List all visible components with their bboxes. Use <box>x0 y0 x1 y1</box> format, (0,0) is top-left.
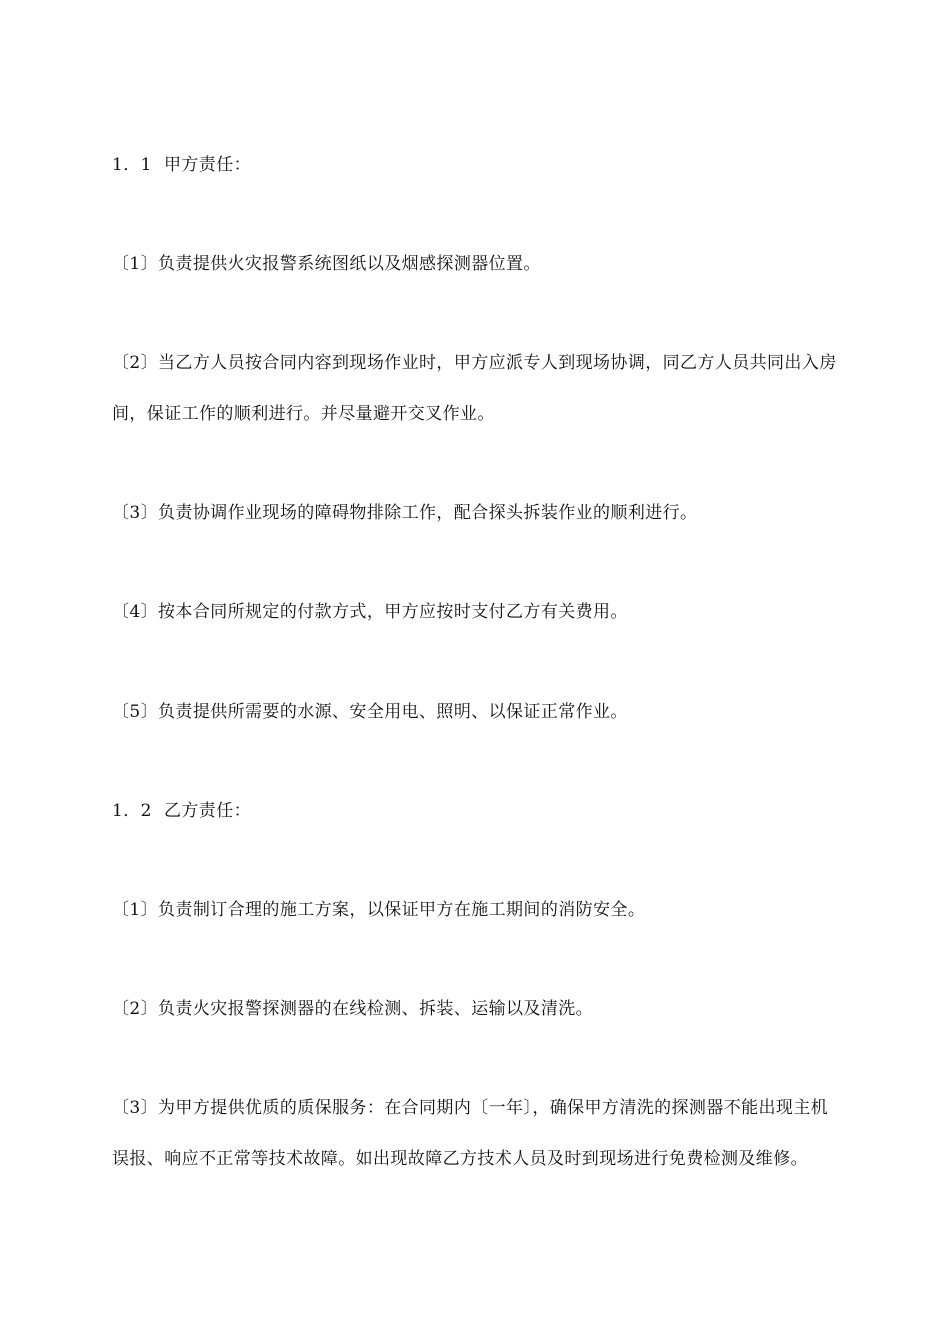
section-number: 1．1 <box>112 155 152 175</box>
party-a-item-5: 〔5〕负责提供所需要的水源、安全用电、照明、以保证正常作业。 <box>112 702 628 722</box>
party-a-item-4: 〔4〕按本合同所规定的付款方式，甲方应按时支付乙方有关费用。 <box>112 602 628 622</box>
party-b-item-3: 〔3〕为甲方提供优质的质保服务：在合同期内〔一年〕，确保甲方清洗的探测器不能出现主机误报、响应不正常等技术故障。如出现故障乙方技术人员及时到现场进行免费检测及维修。 <box>112 1098 829 1169</box>
section-heading-party-b <box>112 786 838 837</box>
section-heading-party-a <box>112 140 838 191</box>
section-title: 乙方责任： <box>164 801 251 821</box>
section-title: 甲方责任： <box>164 155 251 175</box>
party-b-item-1: 〔1〕负责制订合理的施工方案，以保证甲方在施工期间的消防安全。 <box>112 900 646 920</box>
party-a-item-3: 〔3〕负责协调作业现场的障碍物排除工作，配合探头拆装作业的顺利进行。 <box>112 503 698 523</box>
party-b-item-2: 〔2〕负责火灾报警探测器的在线检测、拆装、运输以及清洗。 <box>112 999 594 1019</box>
party-a-item-2: 〔2〕当乙方人员按合同内容到现场作业时，甲方应派专人到现场协调，同乙方人员共同出入房间，保证工作的顺利进行。并尽量避开交叉作业。 <box>112 353 837 424</box>
party-a-item-1: 〔1〕负责提供火灾报警系统图纸以及烟感探测器位置。 <box>112 254 541 274</box>
section-number: 1．2 <box>112 801 152 821</box>
